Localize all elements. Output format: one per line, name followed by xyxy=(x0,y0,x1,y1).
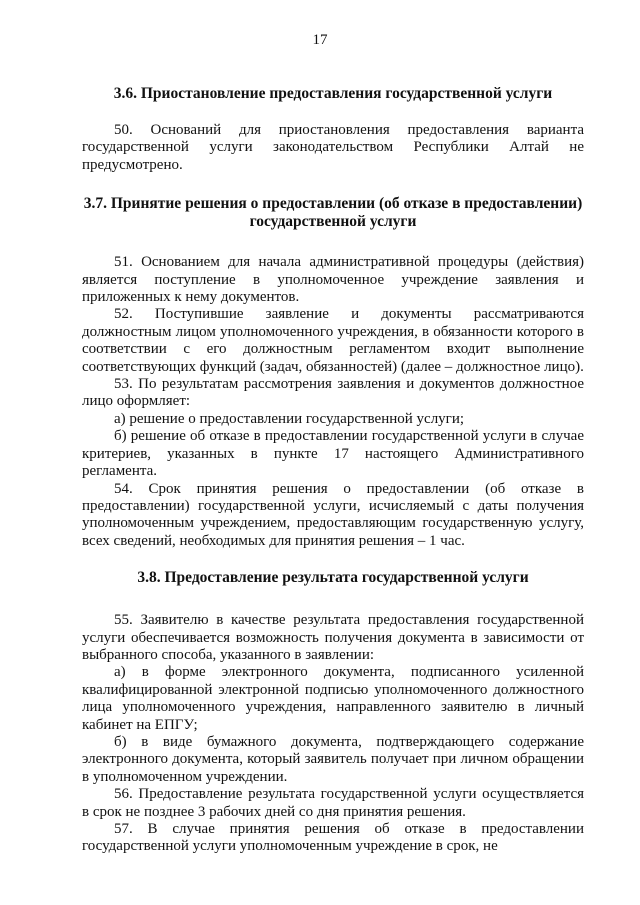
section-heading-3-8: 3.8. Предоставление результата государственной услуги xyxy=(137,569,529,587)
paragraph-55-a: а) в форме электронного документа, подписанного усиленной квалифицированной электронной подписью уполномоченного должностного лица уполномоченного учреждения, направленного заявителю в личный кабинет на ЕПГУ; xyxy=(82,664,584,733)
section-heading-3-7-line1: 3.7. Принятие решения о предоставлении (об отказе в предоставлении) xyxy=(83,195,583,213)
section-heading-3-7-line2: государственной услуги xyxy=(249,213,417,231)
paragraph-53-a: а) решение о предоставлении государственной услуги; xyxy=(114,410,465,427)
paragraph-55-b: б) в виде бумажного документа, подтверждающего содержание электронного документа, который заявитель получает при личном обращении в уполномоченном учреждении. xyxy=(82,733,584,785)
section-heading-3-7 xyxy=(82,195,584,231)
paragraph-52: 52. Поступившие заявление и документы рассматриваются должностным лицом уполномоченного учреждения, в обязанности которого в соответствии с его должностным регламентом входит выполнение соответствующих функций (задач, обязанностей) (далее – должностное лицо). xyxy=(82,306,584,375)
paragraph-50: 50. Оснований для приостановления предоставления варианта государственной услуги законодательством Республики Алтай не предусмотрено. xyxy=(82,122,584,173)
paragraph-53-b: б) решение об отказе в предоставлении государственной услуги в случае критериев, указанных в пункте 17 настоящего Административного регламента. xyxy=(82,428,584,480)
paragraph-56: 56. Предоставление результата государственной услуги осуществляется в срок не позднее 3 рабочих дней со дня принятия решения. xyxy=(82,786,584,820)
document-body xyxy=(82,85,584,856)
page-number: 17 xyxy=(312,32,328,48)
section-heading-3-6: 3.6. Приостановление предоставления государственной услуги xyxy=(113,85,553,102)
paragraph-57: 57. В случае принятия решения об отказе в предоставлении государственной услуги уполномоченным учреждение в срок, не xyxy=(82,821,584,855)
paragraph-51: 51. Основанием для начала административной процедуры (действия) является поступление в уполномоченное учреждение заявления и приложенных к нему документов. xyxy=(82,254,584,306)
paragraph-55: 55. Заявителю в качестве результата предоставления государственной услуги обеспечивается возможность получения документа в зависимости от выбранного способа, указанного в заявлении: xyxy=(82,612,584,663)
paragraph-53: 53. По результатам рассмотрения заявления и документов должностное лицо оформляет: xyxy=(82,376,584,410)
paragraph-54: 54. Срок принятия решения о предоставлении (об отказе в предоставлении) государственной услуги, исчисляемый с даты получения уполномоченным учреждением, предоставляющим государственную услугу, всех сведений, необходимых для принятия решения – 1 час. xyxy=(82,480,584,549)
